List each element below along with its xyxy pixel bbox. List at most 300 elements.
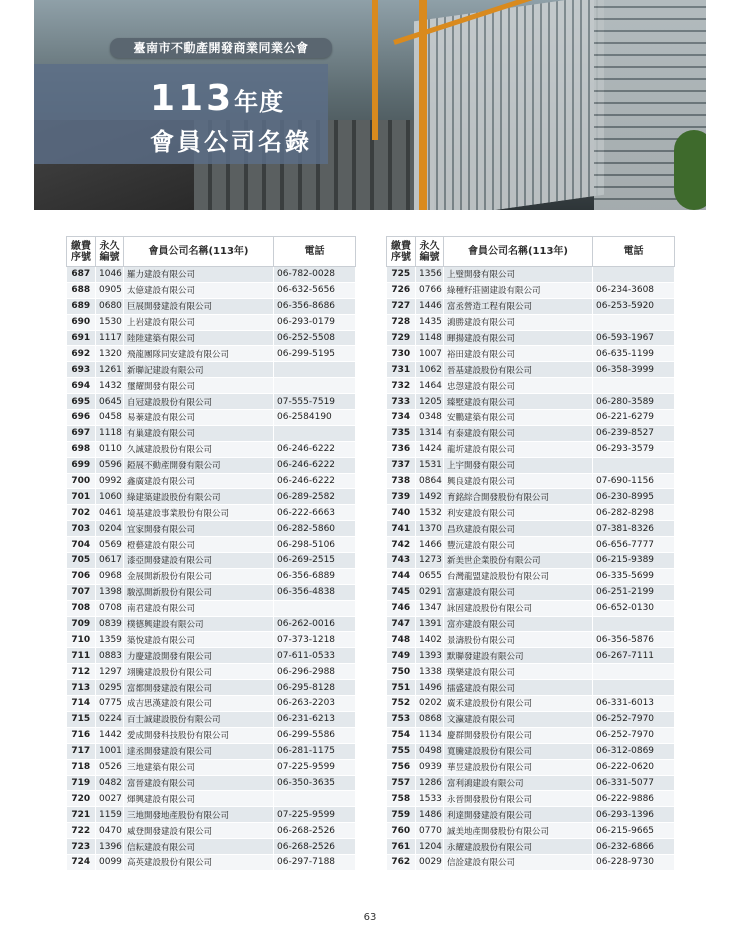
- table-row: [387, 537, 675, 553]
- perm-id-cell: 1370: [416, 521, 444, 537]
- company-name-cell: 自冠建設股份有限公司: [124, 394, 274, 410]
- table-row: [387, 648, 675, 664]
- table-row: [387, 505, 675, 521]
- fee-seq-cell: 724: [67, 854, 96, 870]
- company-name-cell: 築悅建設有限公司: [124, 632, 274, 648]
- phone-cell: 06-299-5195: [274, 346, 356, 362]
- phone-cell: [593, 314, 675, 330]
- table-row: [67, 346, 356, 362]
- phone-cell: 06-356-6889: [274, 568, 356, 584]
- table-row: [387, 346, 675, 362]
- company-name-cell: 富丞營造工程有限公司: [444, 298, 593, 314]
- perm-id-cell: 0708: [96, 600, 124, 616]
- fee-seq-cell: 687: [67, 267, 96, 283]
- company-name-cell: 豐沅建設有限公司: [444, 537, 593, 553]
- perm-id-cell: 0596: [96, 457, 124, 473]
- perm-id-cell: 1117: [96, 330, 124, 346]
- perm-id-cell: 0766: [416, 282, 444, 298]
- company-name-cell: 誠美地產開發股份有限公司: [444, 823, 593, 839]
- table-row: [387, 775, 675, 791]
- fee-seq-cell: 701: [67, 489, 96, 505]
- phone-cell: 06-350-3635: [274, 775, 356, 791]
- table-row: [67, 775, 356, 791]
- table-row: [387, 457, 675, 473]
- phone-cell: 06-262-0016: [274, 616, 356, 632]
- table-row: [387, 489, 675, 505]
- company-name-cell: 信詮建設有限公司: [444, 854, 593, 870]
- company-name-cell: 百士誠建設股份有限公司: [124, 711, 274, 727]
- table-row: [387, 521, 675, 537]
- company-name-cell: 興良建設有限公司: [444, 473, 593, 489]
- perm-id-cell: 0470: [96, 823, 124, 839]
- company-name-cell: 富憲建設有限公司: [444, 584, 593, 600]
- phone-cell: [274, 378, 356, 394]
- fee-seq-cell: 740: [387, 505, 416, 521]
- phone-cell: 06-635-1199: [593, 346, 675, 362]
- fee-seq-cell: 702: [67, 505, 96, 521]
- company-name-cell: 南君建設有限公司: [124, 600, 274, 616]
- fee-seq-cell: 708: [67, 600, 96, 616]
- phone-cell: 06-222-0620: [593, 759, 675, 775]
- fee-seq-cell: 735: [387, 425, 416, 441]
- company-name-cell: 翊騰建設股份有限公司: [124, 664, 274, 680]
- perm-id-cell: 0526: [96, 759, 124, 775]
- fee-seq-cell: 694: [67, 378, 96, 394]
- phone-cell: 06-263-2203: [274, 696, 356, 712]
- company-name-cell: 龍圻建設有限公司: [444, 441, 593, 457]
- fee-seq-cell: 762: [387, 854, 416, 870]
- company-name-cell: 太億建設有限公司: [124, 282, 274, 298]
- fee-seq-cell: 760: [387, 823, 416, 839]
- phone-cell: 06-289-2582: [274, 489, 356, 505]
- table-row: [387, 600, 675, 616]
- fee-seq-cell: 761: [387, 839, 416, 855]
- perm-id-cell: 0027: [96, 791, 124, 807]
- page-title: 會員公司名錄: [150, 128, 312, 156]
- table-row: [387, 410, 675, 426]
- perm-id-cell: 0202: [416, 696, 444, 712]
- table-header-row: [387, 237, 675, 267]
- perm-id-cell: 0110: [96, 441, 124, 457]
- table-row: [67, 537, 356, 553]
- phone-cell: 06-215-9389: [593, 553, 675, 569]
- fee-seq-cell: 730: [387, 346, 416, 362]
- perm-id-cell: 0348: [416, 410, 444, 426]
- phone-cell: 06-268-2526: [274, 839, 356, 855]
- phone-cell: 06-231-6213: [274, 711, 356, 727]
- fee-seq-cell: 752: [387, 696, 416, 712]
- perm-id-cell: 1204: [416, 839, 444, 855]
- phone-cell: 06-312-0869: [593, 743, 675, 759]
- table-row: [67, 711, 356, 727]
- perm-id-cell: 1530: [96, 314, 124, 330]
- fee-seq-cell: 745: [387, 584, 416, 600]
- fee-seq-cell: 747: [387, 616, 416, 632]
- company-name-cell: 富利鴻建設有限公司: [444, 775, 593, 791]
- fee-seq-cell: 696: [67, 410, 96, 426]
- phone-cell: [274, 362, 356, 378]
- table-row: [387, 394, 675, 410]
- phone-cell: 07-225-9599: [274, 807, 356, 823]
- phone-cell: [593, 680, 675, 696]
- table-row: [387, 378, 675, 394]
- company-name-cell: 利安建設有限公司: [444, 505, 593, 521]
- fee-seq-cell: 699: [67, 457, 96, 473]
- company-name-cell: 飛龍團隊同安建設有限公司: [124, 346, 274, 362]
- perm-id-cell: 1466: [416, 537, 444, 553]
- fee-seq-cell: 723: [67, 839, 96, 855]
- phone-cell: 06-246-6222: [274, 441, 356, 457]
- phone-cell: 06-297-7188: [274, 854, 356, 870]
- table-row: [387, 568, 675, 584]
- perm-id-cell: 0029: [416, 854, 444, 870]
- table-row: [67, 568, 356, 584]
- phone-cell: 06-282-5860: [274, 521, 356, 537]
- perm-id-cell: 0498: [416, 743, 444, 759]
- company-name-cell: 威登開發建設有限公司: [124, 823, 274, 839]
- fee-seq-cell: 690: [67, 314, 96, 330]
- phone-cell: 06-269-2515: [274, 553, 356, 569]
- table-row: [67, 425, 356, 441]
- table-row: [67, 521, 356, 537]
- perm-id-cell: 1496: [416, 680, 444, 696]
- table-row: [67, 616, 356, 632]
- fee-seq-cell: 717: [67, 743, 96, 759]
- table-row: [387, 362, 675, 378]
- company-name-cell: 暉揚建設有限公司: [444, 330, 593, 346]
- perm-id-cell: 1118: [96, 425, 124, 441]
- header-perm-id: 永久編號: [96, 237, 124, 267]
- company-name-cell: 璽耀開發有限公司: [124, 378, 274, 394]
- fee-seq-cell: 727: [387, 298, 416, 314]
- table-row: [387, 632, 675, 648]
- phone-cell: 07-381-8326: [593, 521, 675, 537]
- phone-cell: 07-690-1156: [593, 473, 675, 489]
- title-number: 113: [150, 78, 235, 119]
- table-row: [67, 362, 356, 378]
- phone-cell: 06-652-0130: [593, 600, 675, 616]
- perm-id-cell: 0770: [416, 823, 444, 839]
- fee-seq-cell: 750: [387, 664, 416, 680]
- fee-seq-cell: 756: [387, 759, 416, 775]
- phone-cell: 06-298-5106: [274, 537, 356, 553]
- company-name-cell: 陸陸建築有限公司: [124, 330, 274, 346]
- fee-seq-cell: 755: [387, 743, 416, 759]
- perm-id-cell: 1046: [96, 267, 124, 283]
- fee-seq-cell: 691: [67, 330, 96, 346]
- company-name-cell: 利達開發建設有限公司: [444, 807, 593, 823]
- fee-seq-cell: 733: [387, 394, 416, 410]
- fee-seq-cell: 732: [387, 378, 416, 394]
- fee-seq-cell: 697: [67, 425, 96, 441]
- table-row: [387, 839, 675, 855]
- company-name-cell: 華昱建設股份有限公司: [444, 759, 593, 775]
- perm-id-cell: 1286: [416, 775, 444, 791]
- perm-id-cell: 0461: [96, 505, 124, 521]
- page-title-year: [150, 78, 284, 119]
- table-header-row: [67, 237, 356, 267]
- table-row: [387, 441, 675, 457]
- phone-cell: [593, 664, 675, 680]
- fee-seq-cell: 759: [387, 807, 416, 823]
- fee-seq-cell: 757: [387, 775, 416, 791]
- company-name-cell: 富都開發建設有限公司: [124, 680, 274, 696]
- perm-id-cell: 0775: [96, 696, 124, 712]
- phone-cell: 06-295-8128: [274, 680, 356, 696]
- phone-cell: 06-293-3579: [593, 441, 675, 457]
- table-row: [387, 727, 675, 743]
- member-table-right: [386, 236, 675, 871]
- table-row: [387, 743, 675, 759]
- perm-id-cell: 0939: [416, 759, 444, 775]
- company-name-cell: 昌玖建設有限公司: [444, 521, 593, 537]
- phone-cell: 06-2584190: [274, 410, 356, 426]
- phone-cell: 06-267-7111: [593, 648, 675, 664]
- table-row: [387, 680, 675, 696]
- phone-cell: 06-296-2988: [274, 664, 356, 680]
- fee-seq-cell: 751: [387, 680, 416, 696]
- phone-cell: 06-281-1175: [274, 743, 356, 759]
- company-name-cell: 巨展開發建設有限公司: [124, 298, 274, 314]
- table-row: [387, 553, 675, 569]
- phone-cell: 06-253-5920: [593, 298, 675, 314]
- phone-cell: 06-299-5586: [274, 727, 356, 743]
- perm-id-cell: 1148: [416, 330, 444, 346]
- fee-seq-cell: 744: [387, 568, 416, 584]
- table-row: [67, 648, 356, 664]
- fee-seq-cell: 695: [67, 394, 96, 410]
- perm-id-cell: 1134: [416, 727, 444, 743]
- company-name-cell: 有泰建設有限公司: [444, 425, 593, 441]
- perm-id-cell: 1486: [416, 807, 444, 823]
- fee-seq-cell: 726: [387, 282, 416, 298]
- perm-id-cell: 0992: [96, 473, 124, 489]
- perm-id-cell: 0224: [96, 711, 124, 727]
- fee-seq-cell: 703: [67, 521, 96, 537]
- header-company: 會員公司名稱(113年): [444, 237, 593, 267]
- perm-id-cell: 0868: [416, 711, 444, 727]
- company-name-cell: 宜家開發有限公司: [124, 521, 274, 537]
- fee-seq-cell: 728: [387, 314, 416, 330]
- perm-id-cell: 1492: [416, 489, 444, 505]
- perm-id-cell: 0680: [96, 298, 124, 314]
- perm-id-cell: 1531: [416, 457, 444, 473]
- phone-cell: 06-593-1967: [593, 330, 675, 346]
- company-name-cell: 有巢建設有限公司: [124, 425, 274, 441]
- fee-seq-cell: 712: [67, 664, 96, 680]
- table-row: [67, 473, 356, 489]
- company-name-cell: 易蓁建設有限公司: [124, 410, 274, 426]
- phone-cell: [593, 267, 675, 283]
- phone-cell: 06-228-9730: [593, 854, 675, 870]
- table-row: [67, 743, 356, 759]
- header-perm-id: 永久編號: [416, 237, 444, 267]
- perm-id-cell: 0291: [416, 584, 444, 600]
- table-row: [387, 267, 675, 283]
- table-row: [387, 298, 675, 314]
- company-name-cell: 景濤股份有限公司: [444, 632, 593, 648]
- perm-id-cell: 0864: [416, 473, 444, 489]
- company-name-cell: 裕田建設有限公司: [444, 346, 593, 362]
- perm-id-cell: 1532: [416, 505, 444, 521]
- perm-id-cell: 1424: [416, 441, 444, 457]
- fee-seq-cell: 709: [67, 616, 96, 632]
- table-row: [387, 584, 675, 600]
- fee-seq-cell: 734: [387, 410, 416, 426]
- phone-cell: 06-222-9886: [593, 791, 675, 807]
- table-row: [67, 378, 356, 394]
- company-name-cell: 煇興建設有限公司: [124, 791, 274, 807]
- table-row: [387, 711, 675, 727]
- table-row: [67, 457, 356, 473]
- perm-id-cell: 1273: [416, 553, 444, 569]
- company-name-cell: 境基建設事業股份有限公司: [124, 505, 274, 521]
- perm-id-cell: 0204: [96, 521, 124, 537]
- company-name-cell: 晉基建設股份有限公司: [444, 362, 593, 378]
- fee-seq-cell: 705: [67, 553, 96, 569]
- table-row: [387, 696, 675, 712]
- company-name-cell: 永晉開發股份有限公司: [444, 791, 593, 807]
- company-name-cell: 羅力建設有限公司: [124, 267, 274, 283]
- table-row: [67, 489, 356, 505]
- perm-id-cell: 0655: [416, 568, 444, 584]
- company-name-cell: 樸德興建設有限公司: [124, 616, 274, 632]
- perm-id-cell: 1314: [416, 425, 444, 441]
- perm-id-cell: 1464: [416, 378, 444, 394]
- company-name-cell: 鴻勝建設有限公司: [444, 314, 593, 330]
- fee-seq-cell: 741: [387, 521, 416, 537]
- phone-cell: 06-239-8527: [593, 425, 675, 441]
- perm-id-cell: 0482: [96, 775, 124, 791]
- phone-cell: 07-611-0533: [274, 648, 356, 664]
- fee-seq-cell: 689: [67, 298, 96, 314]
- phone-cell: 06-282-8298: [593, 505, 675, 521]
- table-row: [67, 839, 356, 855]
- phone-cell: 06-252-5508: [274, 330, 356, 346]
- table-row: [67, 553, 356, 569]
- fee-seq-cell: 737: [387, 457, 416, 473]
- photo-tree: [674, 130, 706, 210]
- perm-id-cell: 0569: [96, 537, 124, 553]
- perm-id-cell: 1320: [96, 346, 124, 362]
- phone-cell: 06-293-0179: [274, 314, 356, 330]
- fee-seq-cell: 707: [67, 584, 96, 600]
- phone-cell: 06-356-4838: [274, 584, 356, 600]
- company-name-cell: 綠種籽莊園建設有限公司: [444, 282, 593, 298]
- header-seq: 繳費序號: [67, 237, 96, 267]
- table-row: [387, 330, 675, 346]
- photo-building-main: [414, 0, 604, 210]
- perm-id-cell: 1007: [416, 346, 444, 362]
- header-phone: 電話: [274, 237, 356, 267]
- perm-id-cell: 0458: [96, 410, 124, 426]
- phone-cell: 06-232-6866: [593, 839, 675, 855]
- table-row: [387, 854, 675, 870]
- company-name-cell: 富亦建設有限公司: [444, 616, 593, 632]
- perm-id-cell: 0905: [96, 282, 124, 298]
- fee-seq-cell: 758: [387, 791, 416, 807]
- phone-cell: 06-331-5077: [593, 775, 675, 791]
- table-row: [67, 330, 356, 346]
- company-name-cell: 富晉建設有限公司: [124, 775, 274, 791]
- fee-seq-cell: 715: [67, 711, 96, 727]
- table-row: [67, 696, 356, 712]
- fee-seq-cell: 753: [387, 711, 416, 727]
- fee-seq-cell: 693: [67, 362, 96, 378]
- fee-seq-cell: 698: [67, 441, 96, 457]
- perm-id-cell: 1338: [416, 664, 444, 680]
- perm-id-cell: 1533: [416, 791, 444, 807]
- phone-cell: 06-331-6013: [593, 696, 675, 712]
- phone-cell: 06-356-5876: [593, 632, 675, 648]
- company-name-cell: 金展開新股份有限公司: [124, 568, 274, 584]
- phone-cell: 06-280-3589: [593, 394, 675, 410]
- table-row: [67, 791, 356, 807]
- fee-seq-cell: 721: [67, 807, 96, 823]
- company-name-cell: 詠固建設股份有限公司: [444, 600, 593, 616]
- perm-id-cell: 1398: [96, 584, 124, 600]
- table-row: [67, 267, 356, 283]
- phone-cell: [274, 600, 356, 616]
- perm-id-cell: 1159: [96, 807, 124, 823]
- fee-seq-cell: 729: [387, 330, 416, 346]
- fee-seq-cell: 720: [67, 791, 96, 807]
- fee-seq-cell: 736: [387, 441, 416, 457]
- phone-cell: [593, 616, 675, 632]
- company-name-cell: 愛成開發科技股份有限公司: [124, 727, 274, 743]
- phone-cell: 06-234-3608: [593, 282, 675, 298]
- title-suffix: 年度: [234, 88, 285, 116]
- fee-seq-cell: 692: [67, 346, 96, 362]
- company-name-cell: 成吉思漢建設有限公司: [124, 696, 274, 712]
- table-row: [67, 600, 356, 616]
- company-name-cell: 高英建設股份有限公司: [124, 854, 274, 870]
- company-name-cell: 育銘綜合開發股份有限公司: [444, 489, 593, 505]
- table-row: [67, 584, 356, 600]
- company-name-cell: 擂盛建設有限公司: [444, 680, 593, 696]
- fee-seq-cell: 706: [67, 568, 96, 584]
- table-row: [387, 823, 675, 839]
- company-name-cell: 台灣龍盟建設股份有限公司: [444, 568, 593, 584]
- perm-id-cell: 1347: [416, 600, 444, 616]
- perm-id-cell: 1060: [96, 489, 124, 505]
- company-name-cell: 慶群開發股份有限公司: [444, 727, 593, 743]
- fee-seq-cell: 711: [67, 648, 96, 664]
- fee-seq-cell: 738: [387, 473, 416, 489]
- table-row: [387, 807, 675, 823]
- fee-seq-cell: 688: [67, 282, 96, 298]
- fee-seq-cell: 722: [67, 823, 96, 839]
- association-name: 臺南市不動產開發商業同業公會: [110, 38, 332, 58]
- phone-cell: [593, 378, 675, 394]
- phone-cell: 06-246-6222: [274, 473, 356, 489]
- table-row: [67, 807, 356, 823]
- phone-cell: 06-782-0028: [274, 267, 356, 283]
- phone-cell: 06-222-6663: [274, 505, 356, 521]
- table-row: [387, 759, 675, 775]
- phone-cell: 06-251-2199: [593, 584, 675, 600]
- company-name-cell: 新美世企業股份有限公司: [444, 553, 593, 569]
- company-name-cell: 錏展不動產開發有限公司: [124, 457, 274, 473]
- table-row: [387, 664, 675, 680]
- table-row: [67, 410, 356, 426]
- company-name-cell: 廣禾建設股份有限公司: [444, 696, 593, 712]
- table-row: [67, 505, 356, 521]
- perm-id-cell: 1391: [416, 616, 444, 632]
- phone-cell: 07-373-1218: [274, 632, 356, 648]
- company-name-cell: 三地建築有限公司: [124, 759, 274, 775]
- phone-cell: 06-358-3999: [593, 362, 675, 378]
